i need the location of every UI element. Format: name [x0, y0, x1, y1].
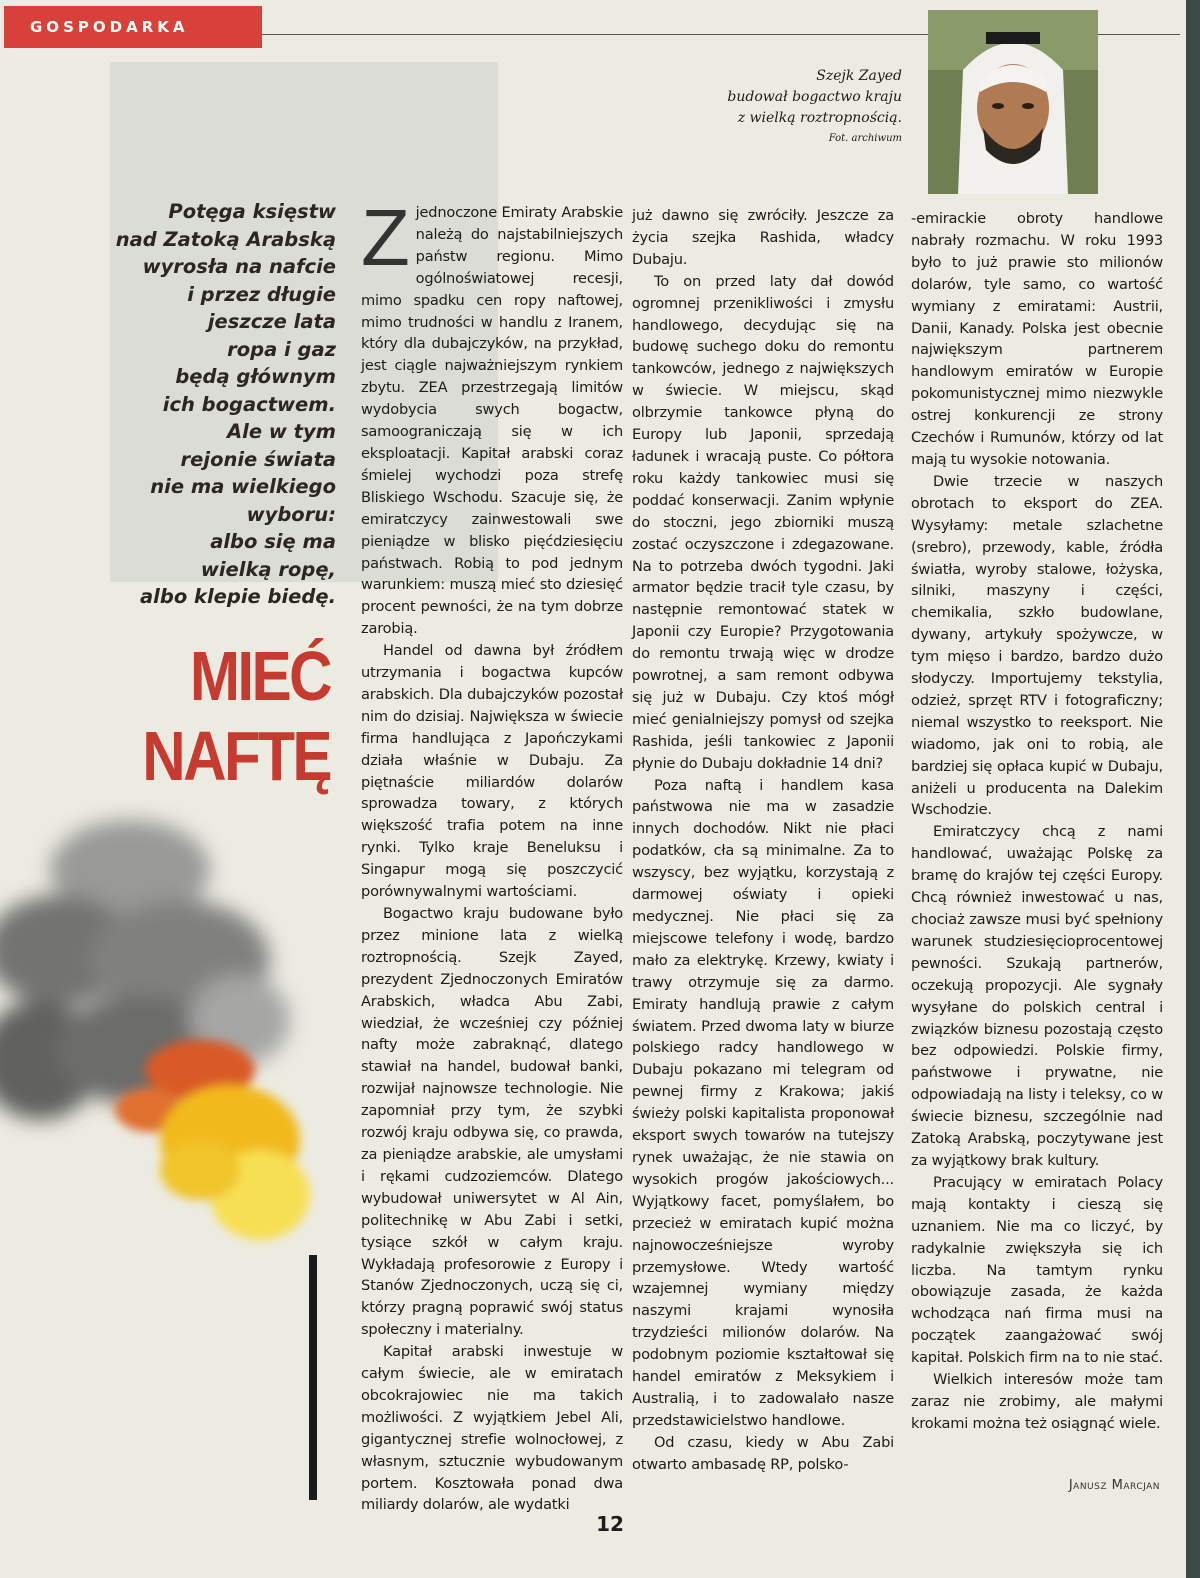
paragraph: Bogactwo kraju budowane było przez minione lata z wielką roztropnością. Szejk Zayed, prezydent Zjednoczonych Emiratów Arabskich, władca Abu Zabi, wiedział, że wcześniej czy później nafty może zabraknąć, dlatego stawiał na handel, budował banki, rozwijał najnowsze technologie. Nie zapomniał przy tym, że szybki rozwój kraju odbywa się, co prawda, za pieniądze arabskie, ale umysłami i rękami cudzoziemców. Dlatego wybudował uniwersytet w Al Ain, politechnikę w Abu Zabi i setki, tysiące szkół w całym kraju. Wykładają profesorowie z Europy i Stanów Zjednoczonych, uczą się ci, którzy pragną poprawić swój status społeczny i materialny. — [361, 905, 623, 1339]
section-label: GOSPODARKA — [4, 6, 262, 48]
lead-line: wyrosła na nafcie — [142, 255, 336, 278]
author-byline: Janusz Marcjan — [1068, 1478, 1160, 1493]
lead-line: ropa i gaz — [227, 337, 336, 361]
photo-credit: Fot. archiwum — [828, 133, 902, 144]
lead-line: albo się ma — [210, 530, 336, 553]
paragraph: Dwie trzecie w naszych obrotach to eksport do ZEA. Wysyłamy: metale szlachetne (srebro), przewody, kable, źródła światła, wyroby stalowe, łożyska, silniki, maszyny i części, chemikalia, szkło budowlane, dywany, artykuły spożywcze, w tym mięso i bardzo, bardzo dużo słodyczy. Importujemy tekstylia, odzież, sprzęt RTV i fotograficzny; niemal wszystko to reeksport. Nie wiadomo, jak oni to robią, ale bardziej się opłaca kupić w Dubaju, aniżeli u producenta na Dalekim Wschodzie. — [911, 472, 1163, 819]
paragraph: Wielkich interesów może tam zaraz nie zrobimy, ale małymi krokami można też osiągnąć wiele. — [911, 1371, 1163, 1432]
lead-line: rejonie świata — [180, 447, 336, 471]
headline-line: MIEĆ — [189, 637, 330, 715]
lead-line: jeszcze lata — [207, 310, 336, 333]
drop-cap: Z — [361, 193, 410, 282]
portrait-photo — [928, 10, 1098, 194]
caption-line: budował bogactwo kraju — [727, 89, 902, 105]
lead-line: wielką ropę, — [200, 557, 336, 581]
caption-line: Szejk Zayed — [816, 68, 902, 84]
paragraph: jednoczone Emiraty Arabskie należą do najstabilniejszych państw regionu. Mimo ogólnoświatowej recesji, mimo spadku cen ropy naftowej, mimo trudności w handlu z Iranem, który dla dubajczyków, na przykład, jest ciągle najważniejszym rynkiem zbytu. ZEA przestrzegają limitów wydobycia swych bogactw, samoograniczają się w ich eksploatacji. Kapitał arabski coraz śmielej wychodzi poza strefę Bliskiego Wschodu. Szacuje się, że emiratczycy zainwestowali swe pieniądze w blisko pięćdziesięciu państwach. Robią to pod jednym warunkiem: muszą mieć sto dziesięć procent pewności, że na tym dobrze zarobią. — [361, 204, 623, 638]
paragraph: już dawno się zwróciły. Jeszcze za życia szejka Rashida, władcy Dubaju. — [632, 207, 894, 268]
article-headline — [122, 636, 330, 796]
lead-line: i przez długie — [187, 282, 336, 306]
lead-line: Ale w tym — [227, 420, 336, 443]
photo-caption — [700, 66, 902, 149]
article-column-3 — [911, 208, 1163, 1435]
paragraph: Kapitał arabski inwestuje w całym świecie, ale w emiratach obcokrajowiec nie ma takich możliwości. Z wyjątkiem Jebel Ali, gigantycznej strefie wolnocłowej, z własnym, sztucznie wybudowanym portem. Kosztowała ponad dwa miliardy dolarów, ale wydatki — [361, 1343, 623, 1514]
paragraph: Emiratczycy chcą z nami handlować, uważając Polskę za bramę do krajów tej części Europy. Chcą również inwestować u nas, chociaż zawsze musi być spełniony warunek studziesięcioprocentowej pewności. Szukają partnerów, oczekują propozycji. Ale sygnały wysyłane do polskich central i związków biznesu pozostają często bez odpowiedzi. Polskie firmy, państwowe i prywatne, nie odpowiadają na listy i teleksy, co w świecie biznesu, szczególnie nad Zatoką Arabską, poczytywane jest za wyjątkowy brak kultury. — [911, 823, 1163, 1169]
lead-line: ich bogactwem. — [162, 392, 336, 416]
paragraph: Od czasu, kiedy w Abu Zabi otwarto ambasadę RP, polsko- — [632, 1433, 894, 1473]
caption-line: z wielką roztropnością. — [737, 110, 902, 126]
paragraph: To on przed laty dał dowód ogromnej przenikliwości i zmysłu handlowego, decydując się na budowę suchego doku do remontu tankowców, jednego z największych w świecie. W miejscu, skąd olbrzymie tankowce płyną do Europy lub Japonii, sprzedają ładunek i wracają puste. Co półtora roku każdy tankowiec musi się poddać konserwacji. Zanim wpłynie do stoczni, jego zbiorniki muszą zostać oczyszczone i zdegazowane. Na to potrzeba dwóch tygodni. Jaki armator będzie tracił tyle czasu, by następnie remontować statek w Japonii czy Europie? Przygotowania do remontu trwają więc w drodze powrotnej, a sam remont odbywa się już w Dubaju. Czy ktoś mógł mieć genialniejszy pomysł od szejka Rashida, jeśli tankowiec z Japonii płynie do Dubaju dokładnie 14 dni? — [632, 272, 894, 772]
paragraph: Poza naftą i handlem kasa państwowa nie ma w zasadzie innych dochodów. Nikt nie płaci podatków, cła są minimalne. Za to wszyscy, bez wyjątku, korzystają z darmowej oświaty i opieki medycznej. Nie płaci się za miejscowe telefony i wodę, bardzo mało za elektrykę. Krzewy, kwiaty i trawy otrzymuje się za darmo. Emiraty handlują prawie z całym światem. Przed dwoma laty w biurze polskiego radcy handlowego w Dubaju pokazano mi telegram od pewnej firmy z Krakowa; jakiś świeży polski kapitalista proponował eksport swych towarów na tutejszy rynek uważając, że nie stawia on wysokich progów jakościowych... Wyjątkowy facet, pomyślałem, bo przecież w emiratach kupić można najnowocześniejsze wyroby przemysłowe. Wtedy wartość wzajemnej wymiany między naszymi krajami wynosiła trzydzieści milionów dolarów. Na podobnym poziomie kształtował się handel emiratów z Meksykiem i Australią, i to zadowalało nasze przedstawicielstwo handlowe. — [632, 776, 894, 1429]
paragraph: Pracujący w emiratach Polacy mają kontakty i cieszą się uznaniem. Nie ma co liczyć, by radykalnie zwiększyła się ich liczba. Na tamtym rynku obowiązuje zasada, że każda wchodząca nań firma musi na początek zaangażować swój kapitał. Polskich firm na to nie stać. — [911, 1173, 1163, 1367]
paragraph: Handel od dawna był źródłem utrzymania i bogactwa kupców arabskich. Dla dubajczyków pozostał nim do dzisiaj. Największa w świecie firma handlująca z Japończykami działa właśnie w Dubaju. Za piętnaście miliardów dolarów sprowadza towary, z których większość trafia potem na inne rynki. Tylko kraje Beneluksu i Singapur mogą się poszczycić porównywalnymi wartościami. — [361, 642, 623, 901]
article-column-2 — [632, 205, 894, 1476]
paragraph: -emirackie obroty handlowe nabrały rozmachu. W roku 1993 było to już prawie sto milionów dolarów, tyle samo, co wartość wymiany z emiratami: Austrii, Danii, Kanady. Polska jest obecnie największym partnerem handlowym emiratów w Europie pokomunistycznej mimo niezwykle ostrej konkurencji ze strony Czechów i Rumunów, którzy od lat mają tu wysokie notowania. — [911, 210, 1163, 468]
lead-line: nie ma wielkiego — [150, 475, 336, 498]
lead-line: Potęga księstw — [168, 200, 336, 223]
headline-line: NAFTĘ — [142, 717, 330, 795]
lead-line: będą głównym — [175, 365, 336, 388]
lead-line: nad Zatoką Arabską — [115, 227, 336, 251]
lead-text — [100, 198, 336, 611]
page-number: 12 — [596, 1512, 624, 1536]
article-column-1 — [361, 193, 623, 1516]
oil-flare-illustration — [0, 800, 330, 1500]
lead-line: albo klepie biedę. — [140, 585, 336, 608]
lead-line: wyboru: — [246, 502, 336, 526]
page-edge-strip — [1186, 0, 1200, 1578]
